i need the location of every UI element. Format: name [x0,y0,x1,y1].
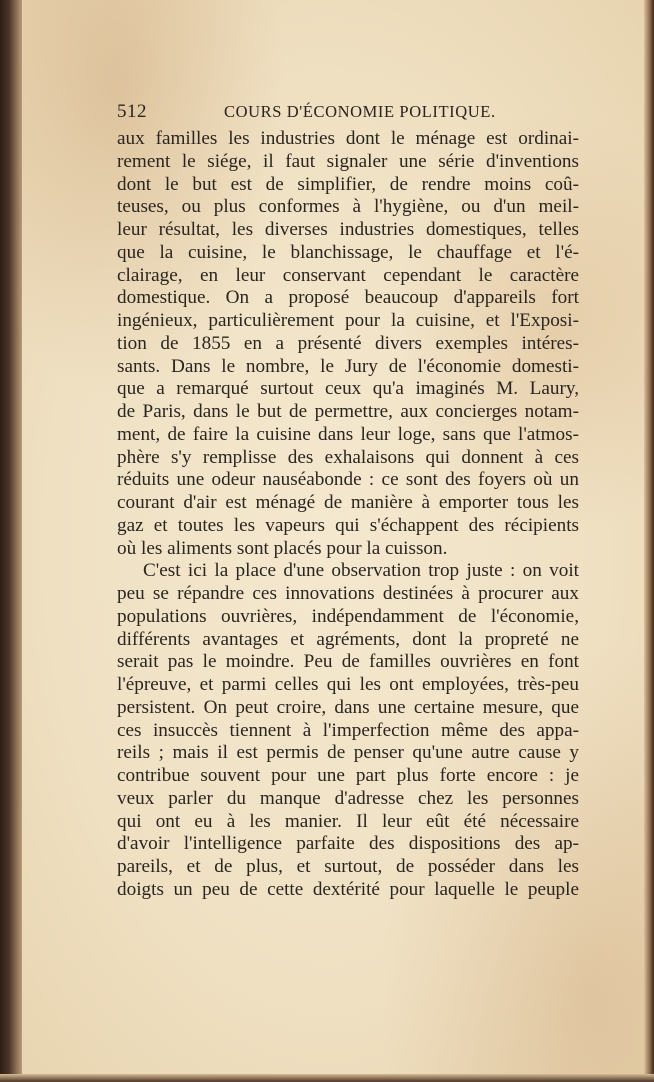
text-line: serait pas le moindre. Peu de familles ouvrières en font [117,651,579,673]
text-line: tion de 1855 en a présenté divers exemples intéres- [117,332,579,354]
text-line: veux parler du manque d'adresse chez les personnes [117,787,579,809]
text-line: aux familles les industries dont le ménage est ordinai- [117,128,579,149]
page-left-edge [0,0,22,1082]
text-line: domestique. On a proposé beaucoup d'appareils fort [117,287,579,309]
running-head: COURS D'ÉCONOMIE POLITIQUE. [224,102,496,121]
text-line: de Paris, dans le but de permettre, aux concierges notam- [117,401,579,422]
page-number: 512 [117,101,147,122]
page-bottom-edge [0,1074,654,1082]
page-header [117,101,582,127]
text-line: pareils, et de plus, et surtout, de posséder dans les [117,856,579,877]
text-line: gaz et toutes les vapeurs qui s'échappent des récipients [117,514,579,536]
text-line: phère s'y remplisse des exhalaisons qui donnent à ces [117,446,579,468]
text-line: l'épreuve, et parmi celles qui les ont employées, très-peu [117,674,579,695]
text-line: persistent. On peut croire, dans une certaine mesure, que [117,696,579,718]
text-line: C'est ici la place d'une observation trop juste : on voit [143,560,579,582]
text-line: contribue souvent pour une part plus forte encore : je [117,765,579,786]
text-line: où les aliments sont placés pour la cuisson. [117,537,448,559]
text-line: d'avoir l'intelligence parfaite des dispositions des ap- [117,833,579,855]
text-line: populations ouvrières, indépendamment de l'économie, [117,605,579,627]
text-line: réduits une odeur nauséabonde : ce sont des foyers où un [117,469,579,491]
text-line: courant d'air est ménagé de manière à emporter tous les [117,492,579,513]
text-line: qui ont eu à les manier. Il leur eût été nécessaire [117,810,579,832]
text-line: ment, de faire la cuisine dans leur loge, sans que l'atmos- [117,423,579,445]
text-line: dont le but est de simplifier, de rendre moins coû- [117,173,579,195]
text-line: que a remarqué surtout ceux qu'a imaginés M. Laury, [117,378,579,400]
text-line: peu se répandre ces innovations destinées à procurer aux [117,583,579,604]
text-line: que la cuisine, le blanchissage, le chauffage et l'é- [117,241,579,263]
text-line: ces insuccès tiennent à l'imperfection même des appa- [117,719,579,741]
text-line: rement le siége, il faut signaler une série d'inventions [117,150,579,172]
page-right-edge [644,0,654,1082]
text-line: reils ; mais il est permis de penser qu'une autre cause y [117,742,579,764]
text-line: différents avantages et agréments, dont la propreté ne [117,628,579,650]
text-line: leur résultat, les diverses industries domestiques, telles [117,219,579,240]
text-line: ingénieux, particulièrement pour la cuisine, et l'Exposi- [117,310,579,331]
text-line: doigts un peu de cette dextérité pour laquelle le peuple [117,878,579,900]
text-line: teuses, ou plus conformes à l'hygiène, ou d'un meil- [117,196,579,218]
body-text [117,128,579,902]
text-line: sants. Dans le nombre, le Jury de l'économie domesti- [117,355,579,377]
text-line: clairage, en leur conservant cependant le caractère [117,264,579,286]
